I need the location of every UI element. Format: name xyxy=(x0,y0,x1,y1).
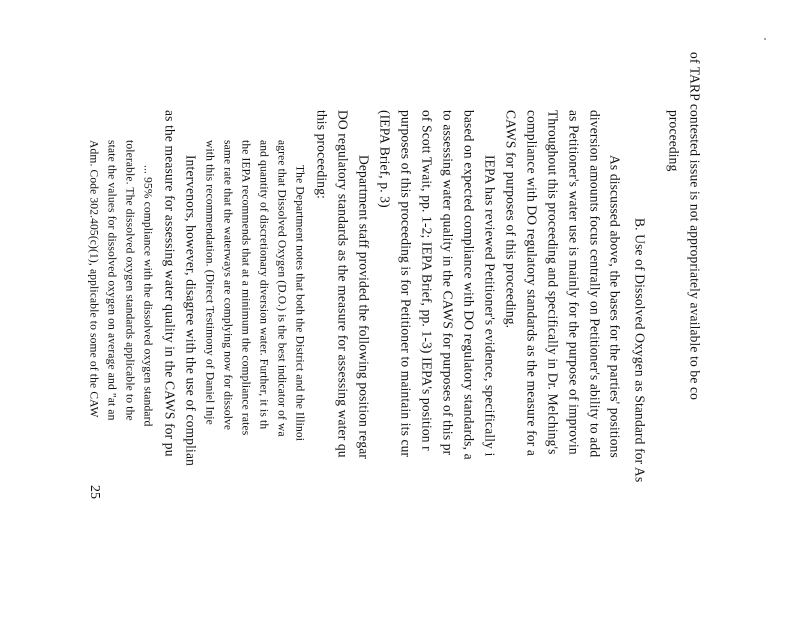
quote-line: agree that Dissolved Oxygen (D.O.) is the best indicator of wa xyxy=(275,140,288,437)
text-line: purposes of this proceeding is for Petitioner to maintain its cur xyxy=(398,110,414,458)
quote-line: ... 95% compliance with the dissolved oxygen standard xyxy=(141,165,154,427)
text-line: based on expected compliance with DO regulatory standards, a xyxy=(461,110,477,460)
quote-line: state the values for dissolved oxygen on average and "at an xyxy=(105,140,118,421)
quote-line: The Department notes that both the District and the Illinoi xyxy=(293,165,306,442)
text-line: compliance with DO regulatory standards as the measure for a xyxy=(524,110,540,457)
text-line: Throughout this proceeding and specifically in Dr. Melching's xyxy=(545,110,561,455)
text-line: as the measure for assessing water quality in the CAWS for pu xyxy=(162,110,178,457)
quote-line: tolerable. The dissolved oxygen standards applicable to the xyxy=(123,140,136,421)
text-line: to assessing water quality in the CAWS for purposes of this pr xyxy=(440,110,456,456)
text-line: of Scott Twait, pp. 1-2; IEPA Brief, pp. 1-3) IEPA's position r xyxy=(419,110,435,451)
text-line: this proceeding: xyxy=(314,110,330,200)
text-line: of TARP contested issue is not appropriately available to be co xyxy=(687,52,703,401)
text-line: as Petitioner's water use is mainly for the purpose of improvin xyxy=(566,110,582,455)
text-line: diversion amounts focus centrally on Petitioner's ability to add xyxy=(587,110,603,458)
scan-speck xyxy=(764,38,766,40)
text-line: Department staff provided the following position regar xyxy=(356,155,372,460)
quote-line: same rate that the waterways are complying now for dissolve xyxy=(221,140,234,431)
page-number: 25 xyxy=(87,485,102,499)
quote-line: and quantity of discretionary diversion water. Further, it is th xyxy=(257,140,270,430)
text-line: As discussed above, the bases for the parties' positions xyxy=(607,155,623,458)
text-line: proceeding xyxy=(666,110,682,172)
quote-line: with this recommendation. (Direct Testimony of Daniel Inje xyxy=(203,140,216,425)
quote-line: Adm. Code 302.405(c)(1), applicable to some of the CAW xyxy=(87,140,100,418)
text-line: CAWS for purposes of this proceeding. xyxy=(503,110,519,329)
text-line: (IEPA Brief, p. 3) xyxy=(377,110,393,208)
quote-line: the IEPA recommends that at a minimum the compliance rates xyxy=(239,140,252,436)
section-heading: B. Use of Dissolved Oxygen as Standard for As xyxy=(632,218,648,483)
text-line: Intervenors, however, disagree with the use of complian xyxy=(183,155,199,466)
text-line: IEPA has reviewed Petitioner's evidence, specifically i xyxy=(482,155,498,457)
text-line: DO regulatory standards as the measure for assessing water qu xyxy=(335,110,351,458)
